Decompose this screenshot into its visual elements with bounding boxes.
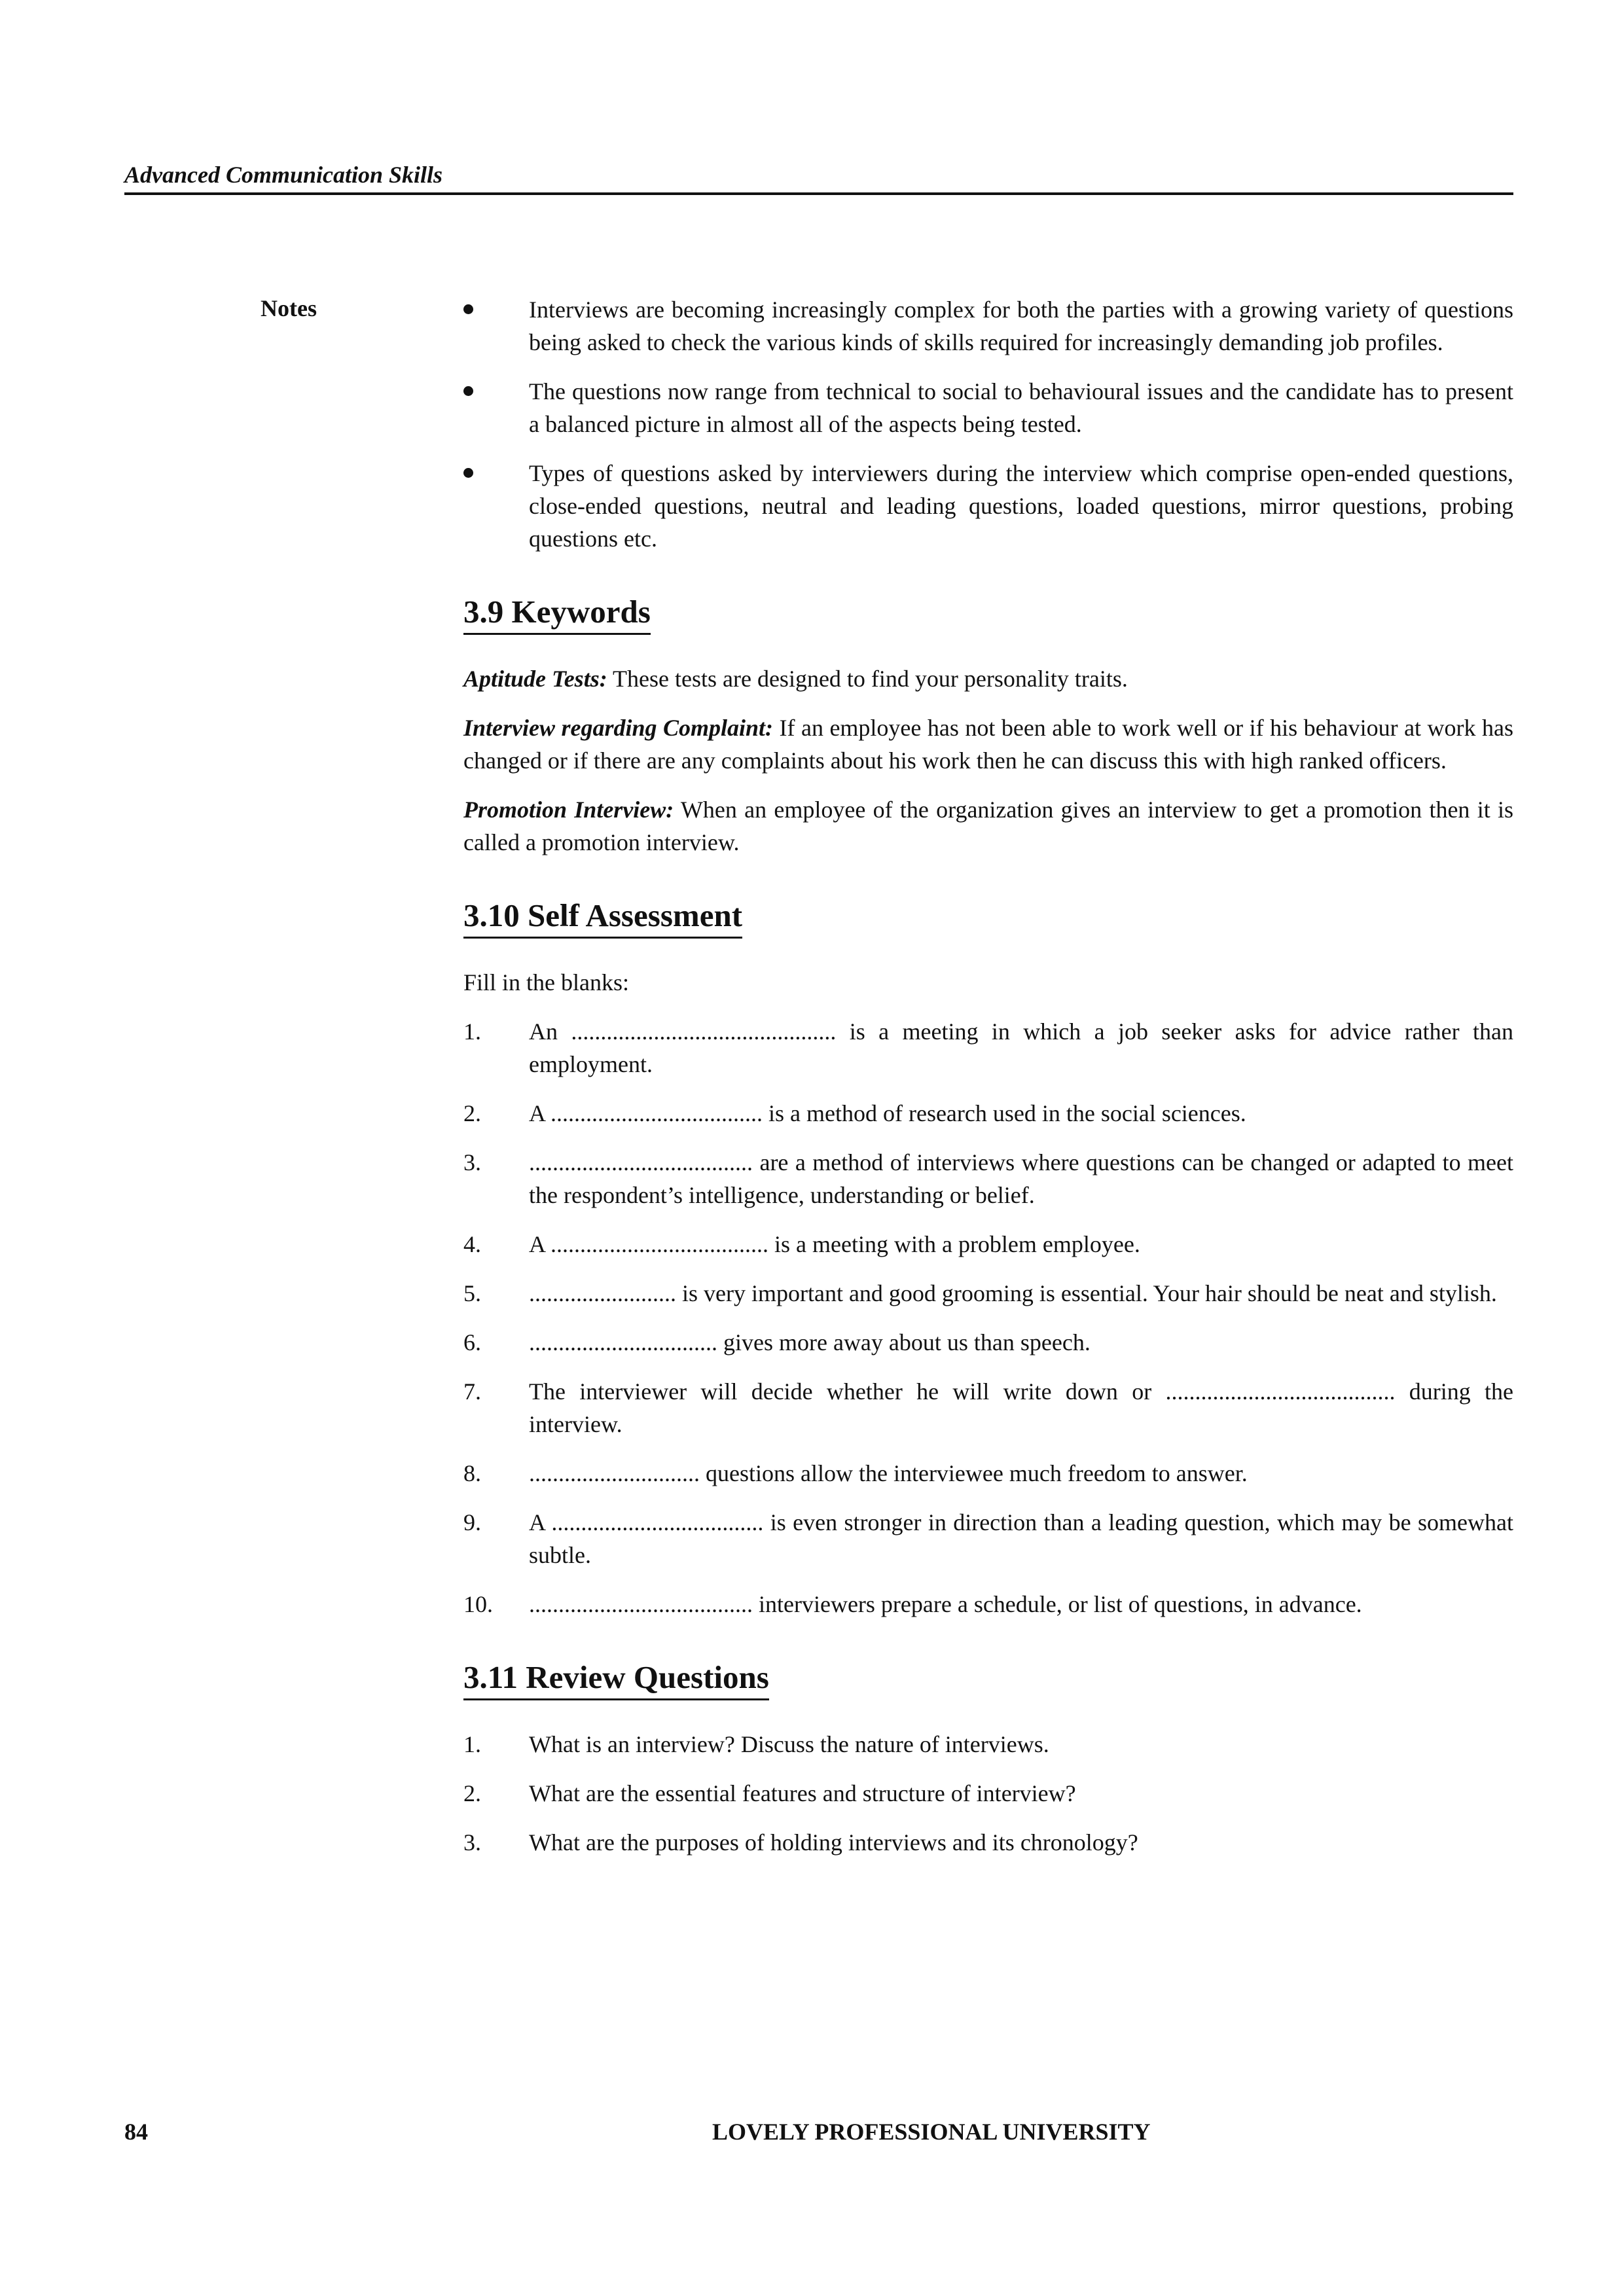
item-number: 9. [463,1509,481,1535]
keywords-heading: 3.9 Keywords [463,592,651,635]
list-item [463,1277,1513,1310]
item-number: 3. [463,1149,481,1175]
bullet-dot-icon [463,304,473,314]
keyword-definition: When an employee of the organization gives an interview to get a promotion then it is called a promotion interview. [463,797,1513,855]
item-number: 2. [463,1780,481,1806]
page-number: 84 [124,2119,148,2145]
item-text: What are the essential features and structure of interview? [529,1780,1076,1806]
list-item [463,1015,1513,1081]
keyword-term: Promotion Interview: [463,797,674,823]
university-name: LOVELY PROFESSIONAL UNIVERSITY [712,2119,1151,2145]
item-number: 10. [463,1591,493,1617]
item-number: 6. [463,1329,481,1355]
bullet-text: Interviews are becoming increasingly complex for both the parties with a growing variety of questions being asked to check the various kinds of skills required for increasingly demanding job profiles. [529,296,1513,355]
item-text: A ..................................... is a meeting with a problem employee. [529,1231,1140,1257]
list-item [463,1777,1513,1810]
list-item [463,1826,1513,1859]
bullet-dot-icon [463,386,473,396]
keyword-definition: If an employee has not been able to work well or if his behaviour at work has changed or if there are any complaints about his work then he can discuss this with high ranked officers. [463,715,1513,774]
bullet-text: The questions now range from technical to social to behavioural issues and the candidate has to present a balanced picture in almost all of the aspects being tested. [529,378,1513,437]
list-item [463,1228,1513,1261]
item-text: ............................. questions allow the interviewee much freedom to answer. [529,1460,1248,1486]
list-item [463,1588,1513,1621]
keyword-term: Aptitude Tests: [463,666,607,692]
review-questions-heading: 3.11 Review Questions [463,1658,769,1700]
item-number: 1. [463,1018,481,1045]
review-questions-list [463,1728,1513,1859]
item-text: What are the purposes of holding interviews and its chronology? [529,1829,1138,1856]
self-assessment-intro: Fill in the blanks: [463,969,630,996]
list-item [463,1146,1513,1211]
bullet-text: Types of questions asked by interviewers during the interview which comprise open-ended questions, close-ended questions, neutral and leading questions, loaded questions, mirror questions, probing questions etc. [529,460,1513,552]
fill-in-blanks-list [463,1015,1513,1621]
item-number: 5. [463,1280,481,1306]
item-text: What is an interview? Discuss the nature of interviews. [529,1731,1049,1757]
list-item [463,1326,1513,1359]
running-header [124,161,1513,195]
item-text: An ............................................. is a meeting in which a job seeker asks for advice rather than employment. [529,1018,1513,1077]
item-number: 8. [463,1460,481,1486]
self-assessment-heading: 3.10 Self Assessment [463,896,742,939]
keyword-term: Interview regarding Complaint: [463,715,774,741]
item-number: 3. [463,1829,481,1856]
keyword-entry [463,793,1513,859]
item-text: ................................ gives more away about us than speech. [529,1329,1091,1355]
summary-bullets [463,293,1513,555]
item-number: 1. [463,1731,481,1757]
item-number: 2. [463,1100,481,1126]
item-number: 7. [463,1378,481,1405]
item-text: A .................................... is a method of research used in the social sciences. [529,1100,1246,1126]
bullet-item [463,457,1513,555]
item-text: ...................................... interviewers prepare a schedule, or list of questions, in advance. [529,1591,1362,1617]
list-item [463,1097,1513,1130]
item-text: ...................................... are a method of interviews where questions can be changed or adapted to meet the respondent’s intelligence, understanding or belief. [529,1149,1513,1208]
bullet-dot-icon [463,468,473,478]
notes-margin-label: Notes [261,295,317,321]
bullet-item [463,375,1513,440]
list-item [463,1728,1513,1761]
item-text: A .................................... is even stronger in direction than a leading question, which may be somewhat subtle. [529,1509,1513,1568]
item-text: The interviewer will decide whether he will write down or ....................................... during the interview. [529,1378,1513,1437]
keyword-entry [463,711,1513,777]
list-item [463,1457,1513,1490]
item-text: ......................... is very important and good grooming is essential. Your hair should be neat and stylish. [529,1280,1497,1306]
keyword-definition: These tests are designed to find your personality traits. [607,666,1128,692]
main-content [463,293,1513,1875]
bullet-item [463,293,1513,359]
list-item [463,1375,1513,1441]
keyword-entry [463,662,1513,695]
list-item [463,1506,1513,1571]
item-number: 4. [463,1231,481,1257]
running-header-title: Advanced Communication Skills [124,162,443,188]
